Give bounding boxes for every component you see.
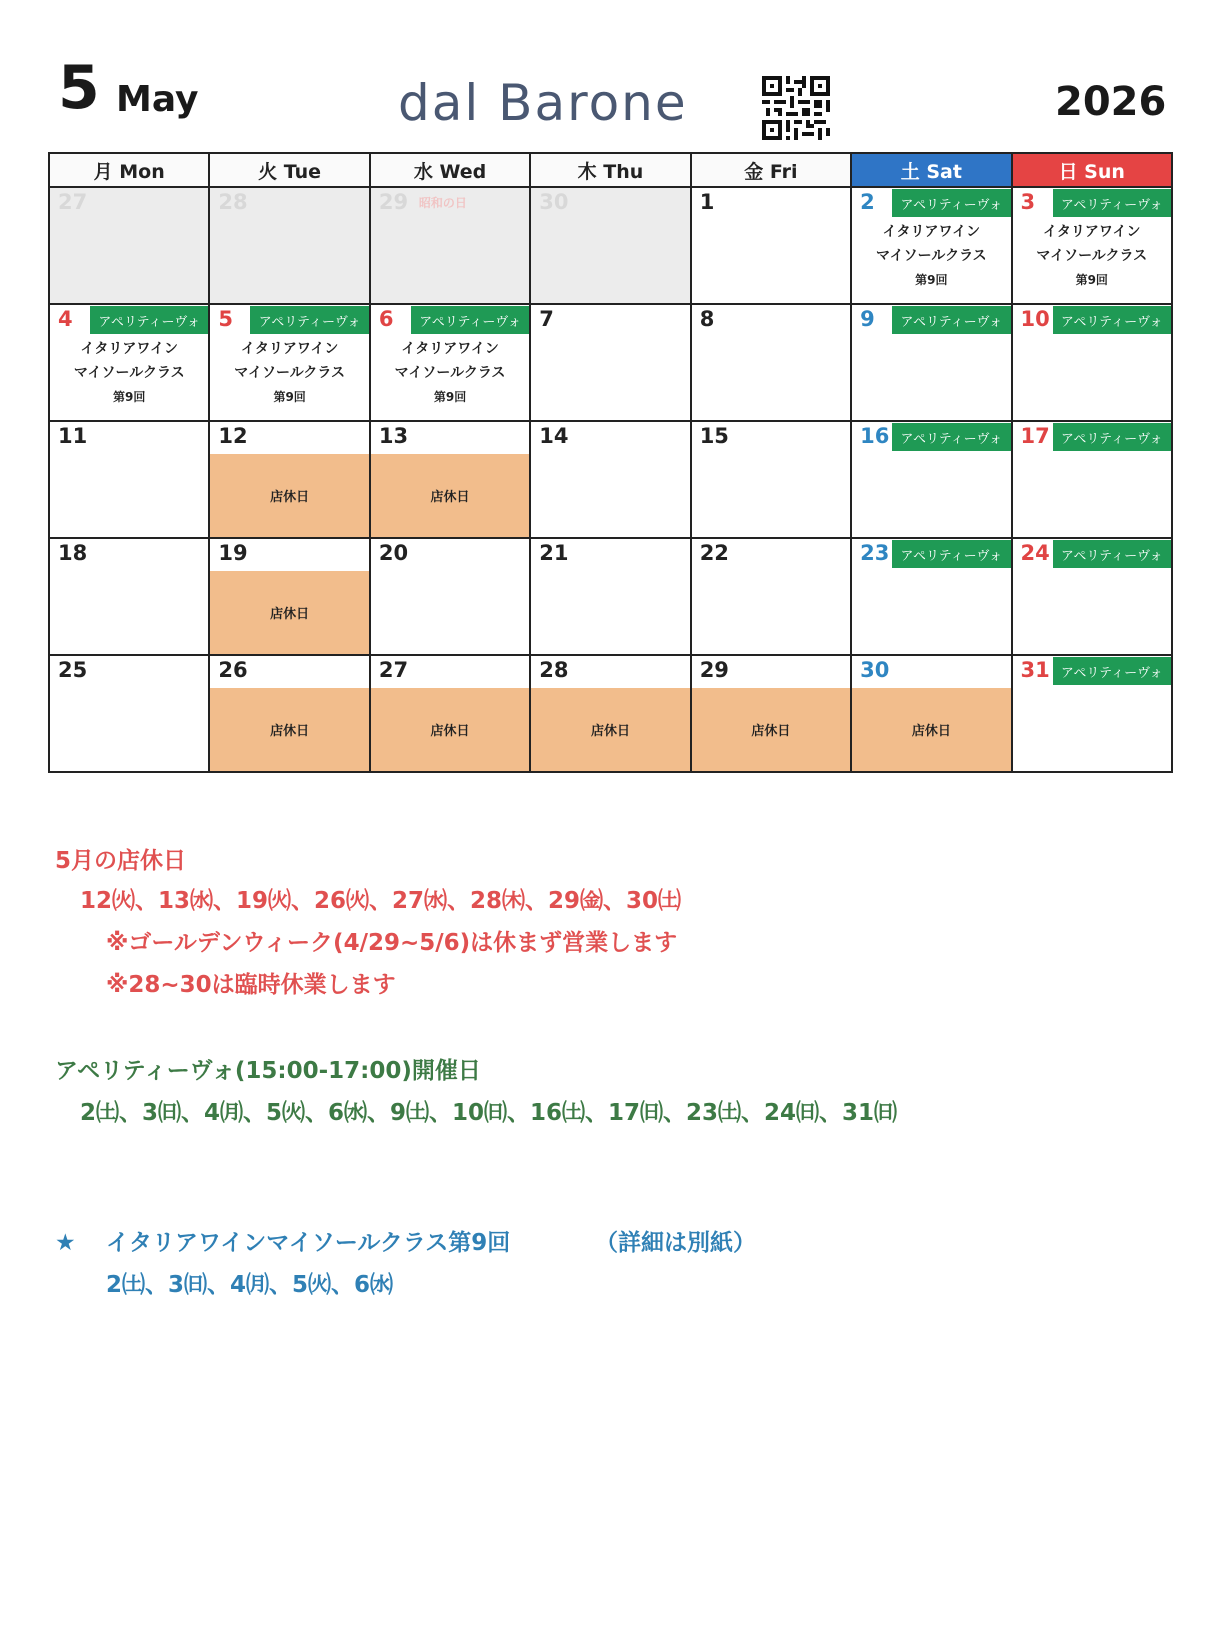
wine-class-note <box>852 220 1010 292</box>
weekday-header: 金 Fri <box>692 154 852 186</box>
day-number: 26 <box>218 658 248 682</box>
week-row <box>50 305 1171 422</box>
day-cell <box>692 656 852 771</box>
day-cell <box>1013 656 1171 771</box>
day-cell <box>692 422 852 537</box>
year: 2026 <box>1055 79 1167 125</box>
day-number: 1 <box>699 190 715 214</box>
weekday-header: 土 Sat <box>852 154 1012 186</box>
day-cell <box>1013 422 1171 537</box>
day-number: 18 <box>58 541 88 565</box>
wine-class-line: マイソールクラス <box>1036 248 1148 264</box>
day-cell <box>210 305 370 420</box>
wine-class-line: イタリアワイン <box>240 341 339 357</box>
day-cell <box>210 422 370 537</box>
day-number: 30 <box>860 658 890 682</box>
day-cell <box>852 305 1012 420</box>
wine-class-note <box>371 337 529 409</box>
wine-class-line: 第9回 <box>113 390 146 404</box>
week-row <box>50 422 1171 539</box>
weekday-header: 木 Thu <box>531 154 691 186</box>
day-number: 21 <box>539 541 569 565</box>
weekday-header: 水 Wed <box>371 154 531 186</box>
wine-class-line: 第9回 <box>1075 273 1108 287</box>
wine-class-line: マイソールクラス <box>234 365 345 381</box>
day-number: 12 <box>218 424 248 448</box>
closed-day-band: 店休日 <box>852 688 1010 771</box>
weekday-header: 月 Mon <box>50 154 210 186</box>
day-number: 19 <box>218 541 248 565</box>
class-days-list: 2㈯、3㈰、4㈪、5㈫、6㈬ <box>106 1272 394 1298</box>
aperitivo-tag: アペリティーヴォ <box>250 306 368 334</box>
closed-day-band: 店休日 <box>371 454 529 537</box>
day-number: 3 <box>1020 190 1036 214</box>
day-cell <box>1013 188 1171 303</box>
weekday-header: 日 Sun <box>1013 154 1171 186</box>
day-number: 17 <box>1020 424 1050 448</box>
day-number: 6 <box>378 307 394 331</box>
wine-class-line: マイソールクラス <box>394 365 506 381</box>
day-number: 28 <box>539 658 569 682</box>
aperitivo-days-list: 2㈯、3㈰、4㈪、5㈫、6㈬、9㈯、10㈰、16㈯、17㈰、23㈯、24㈰、31㈰ <box>80 1100 898 1126</box>
day-number: 29 <box>699 658 729 682</box>
wine-class-note <box>50 337 208 409</box>
day-cell <box>50 305 210 420</box>
aperitivo-tag: アペリティーヴォ <box>892 423 1010 451</box>
day-cell <box>1013 539 1171 654</box>
day-cell <box>531 305 691 420</box>
wine-class-line: イタリアワイン <box>80 341 178 357</box>
day-number: 24 <box>1020 541 1050 565</box>
aperitivo-tag: アペリティーヴォ <box>1053 189 1171 217</box>
day-number: 8 <box>699 307 715 331</box>
day-number: 28 <box>218 190 248 214</box>
month-name: May <box>116 79 199 120</box>
day-number: 11 <box>58 424 88 448</box>
day-number: 5 <box>218 307 234 331</box>
aperitivo-title: アペリティーヴォ(15:00-17:00)開催日 <box>55 1058 481 1084</box>
day-cell <box>50 422 210 537</box>
day-cell <box>692 539 852 654</box>
closed-day-band: 店休日 <box>531 688 689 771</box>
weekday-header: 火 Tue <box>210 154 370 186</box>
day-cell <box>50 188 210 303</box>
closed-day-band: 店休日 <box>692 688 850 771</box>
day-number: 15 <box>699 424 729 448</box>
day-number: 27 <box>58 190 88 214</box>
day-cell <box>531 656 691 771</box>
day-number: 7 <box>539 307 554 331</box>
closed-day-band: 店休日 <box>210 571 368 654</box>
qr-code-icon <box>762 76 830 140</box>
wine-class-line: イタリアワイン <box>401 341 499 357</box>
closed-day-band: 店休日 <box>371 688 529 771</box>
aperitivo-tag: アペリティーヴォ <box>1053 306 1171 334</box>
star-icon: ★ <box>55 1230 76 1256</box>
day-number: 22 <box>699 541 729 565</box>
day-number: 9 <box>860 307 875 331</box>
week-row <box>50 188 1171 305</box>
day-cell <box>50 656 210 771</box>
day-number: 14 <box>539 424 569 448</box>
day-number: 29 <box>378 190 409 214</box>
wine-class-line: 第9回 <box>915 273 948 287</box>
day-number: 4 <box>58 307 73 331</box>
day-cell <box>852 422 1012 537</box>
day-cell <box>852 656 1012 771</box>
aperitivo-tag: アペリティーヴォ <box>90 306 208 334</box>
aperitivo-tag: アペリティーヴォ <box>1053 540 1171 568</box>
day-number: 20 <box>378 541 409 565</box>
day-cell <box>1013 305 1171 420</box>
day-cell <box>852 539 1012 654</box>
wine-class-line: イタリアワイン <box>1042 224 1141 240</box>
day-number: 27 <box>378 658 409 682</box>
closed-days-list: 12㈫、13㈬、19㈫、26㈫、27㈬、28㈭、29㈮、30㈯ <box>80 888 682 914</box>
wine-class-line: イタリアワイン <box>882 224 981 240</box>
week-row <box>50 656 1171 771</box>
closed-day-band: 店休日 <box>210 688 368 771</box>
day-number: 31 <box>1020 658 1050 682</box>
day-cell <box>371 422 531 537</box>
wine-class-note <box>1013 220 1171 292</box>
day-number: 25 <box>58 658 88 682</box>
brand-name: dal Barone <box>398 74 688 132</box>
holiday-name: 昭和の日 <box>418 196 467 210</box>
day-cell <box>852 188 1012 303</box>
day-cell <box>371 539 531 654</box>
aperitivo-tag: アペリティーヴォ <box>892 189 1010 217</box>
weekday-header-row <box>50 154 1171 188</box>
day-number: 10 <box>1020 307 1050 331</box>
class-detail-note: （詳細は別紙） <box>595 1230 756 1256</box>
calendar-grid <box>48 152 1173 773</box>
class-title: イタリアワインマイソールクラス第9回 <box>106 1230 511 1256</box>
week-row <box>50 539 1171 656</box>
day-cell <box>371 188 531 303</box>
aperitivo-tag: アペリティーヴォ <box>411 306 529 334</box>
aperitivo-tag: アペリティーヴォ <box>1053 657 1171 685</box>
wine-class-line: マイソールクラス <box>73 365 185 381</box>
day-cell <box>531 188 691 303</box>
aperitivo-tag: アペリティーヴォ <box>892 306 1010 334</box>
day-cell <box>531 539 691 654</box>
day-number: 30 <box>539 190 569 214</box>
calendar-header <box>0 0 1227 150</box>
month-number: 5 <box>58 53 100 123</box>
day-cell <box>210 188 370 303</box>
day-cell <box>692 305 852 420</box>
day-cell <box>371 656 531 771</box>
day-number: 2 <box>860 190 875 214</box>
day-cell <box>210 656 370 771</box>
aperitivo-tag: アペリティーヴォ <box>1053 423 1171 451</box>
golden-week-note: ※ゴールデンウィーク(4/29~5/6)は休まず営業します <box>106 930 678 956</box>
day-cell <box>50 539 210 654</box>
day-cell <box>371 305 531 420</box>
day-number: 23 <box>860 541 890 565</box>
wine-class-line: マイソールクラス <box>875 248 987 264</box>
closed-days-title: 5月の店休日 <box>55 848 187 874</box>
closed-day-band: 店休日 <box>210 454 368 537</box>
day-number: 13 <box>378 424 409 448</box>
wine-class-line: 第9回 <box>273 390 306 404</box>
day-cell <box>531 422 691 537</box>
aperitivo-tag: アペリティーヴォ <box>892 540 1010 568</box>
temporary-closure-note: ※28~30は臨時休業します <box>106 972 396 998</box>
wine-class-line: 第9回 <box>433 390 467 404</box>
day-cell <box>692 188 852 303</box>
day-number: 16 <box>860 424 890 448</box>
day-cell <box>210 539 370 654</box>
wine-class-note <box>210 337 368 409</box>
